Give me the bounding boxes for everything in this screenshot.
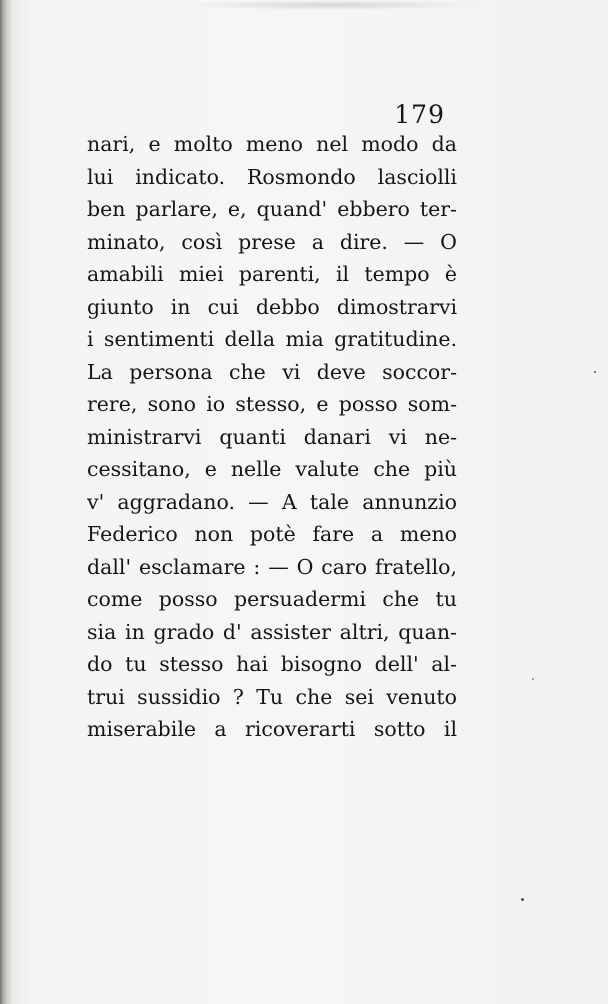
body-text (87, 128, 457, 746)
text-line: nari, e molto meno nel modo da (87, 132, 457, 156)
text-line: do tu stesso hai bisogno dell' al- (87, 652, 457, 676)
scan-smudge (180, 0, 480, 10)
scan-speck (594, 371, 596, 373)
text-line: ministrarvi quanti danari vi ne- (87, 424, 457, 449)
text-line: Federico non potè fare a meno (87, 522, 457, 546)
text-line: giunto in cui debbo dimostrarvi (87, 294, 457, 319)
page-number: 179 (394, 100, 445, 129)
text-line: i sentimenti della mia gratitudine. (87, 327, 457, 351)
text-line: ben parlare, e, quand' ebbero ter- (87, 197, 457, 221)
text-line: La persona che vi deve soccor- (87, 359, 457, 384)
page-binding-edge (0, 0, 12, 1004)
text-line: trui sussidio ? Tu che sei venuto (87, 684, 457, 709)
scan-speck (532, 678, 534, 680)
scan-speck (521, 898, 524, 901)
text-line: miserabile a ricoverarti sotto il (87, 717, 457, 741)
text-line: amabili miei parenti, il tempo è (87, 262, 457, 286)
text-line: dall' esclamare : — O caro fratello, (87, 554, 457, 579)
text-line: cessitano, e nelle valute che più (87, 457, 457, 481)
text-line: minato, così prese a dire. — O (87, 229, 457, 254)
text-line: rere, sono io stesso, e posso som- (87, 392, 457, 416)
text-line: sia in grado d' assister altri, quan- (87, 619, 457, 644)
text-line: lui indicato. Rosmondo lasciolli (87, 164, 457, 189)
text-line: v' aggradano. — A tale annunzio (87, 489, 457, 514)
text-line: come posso persuadermi che tu (87, 587, 457, 611)
